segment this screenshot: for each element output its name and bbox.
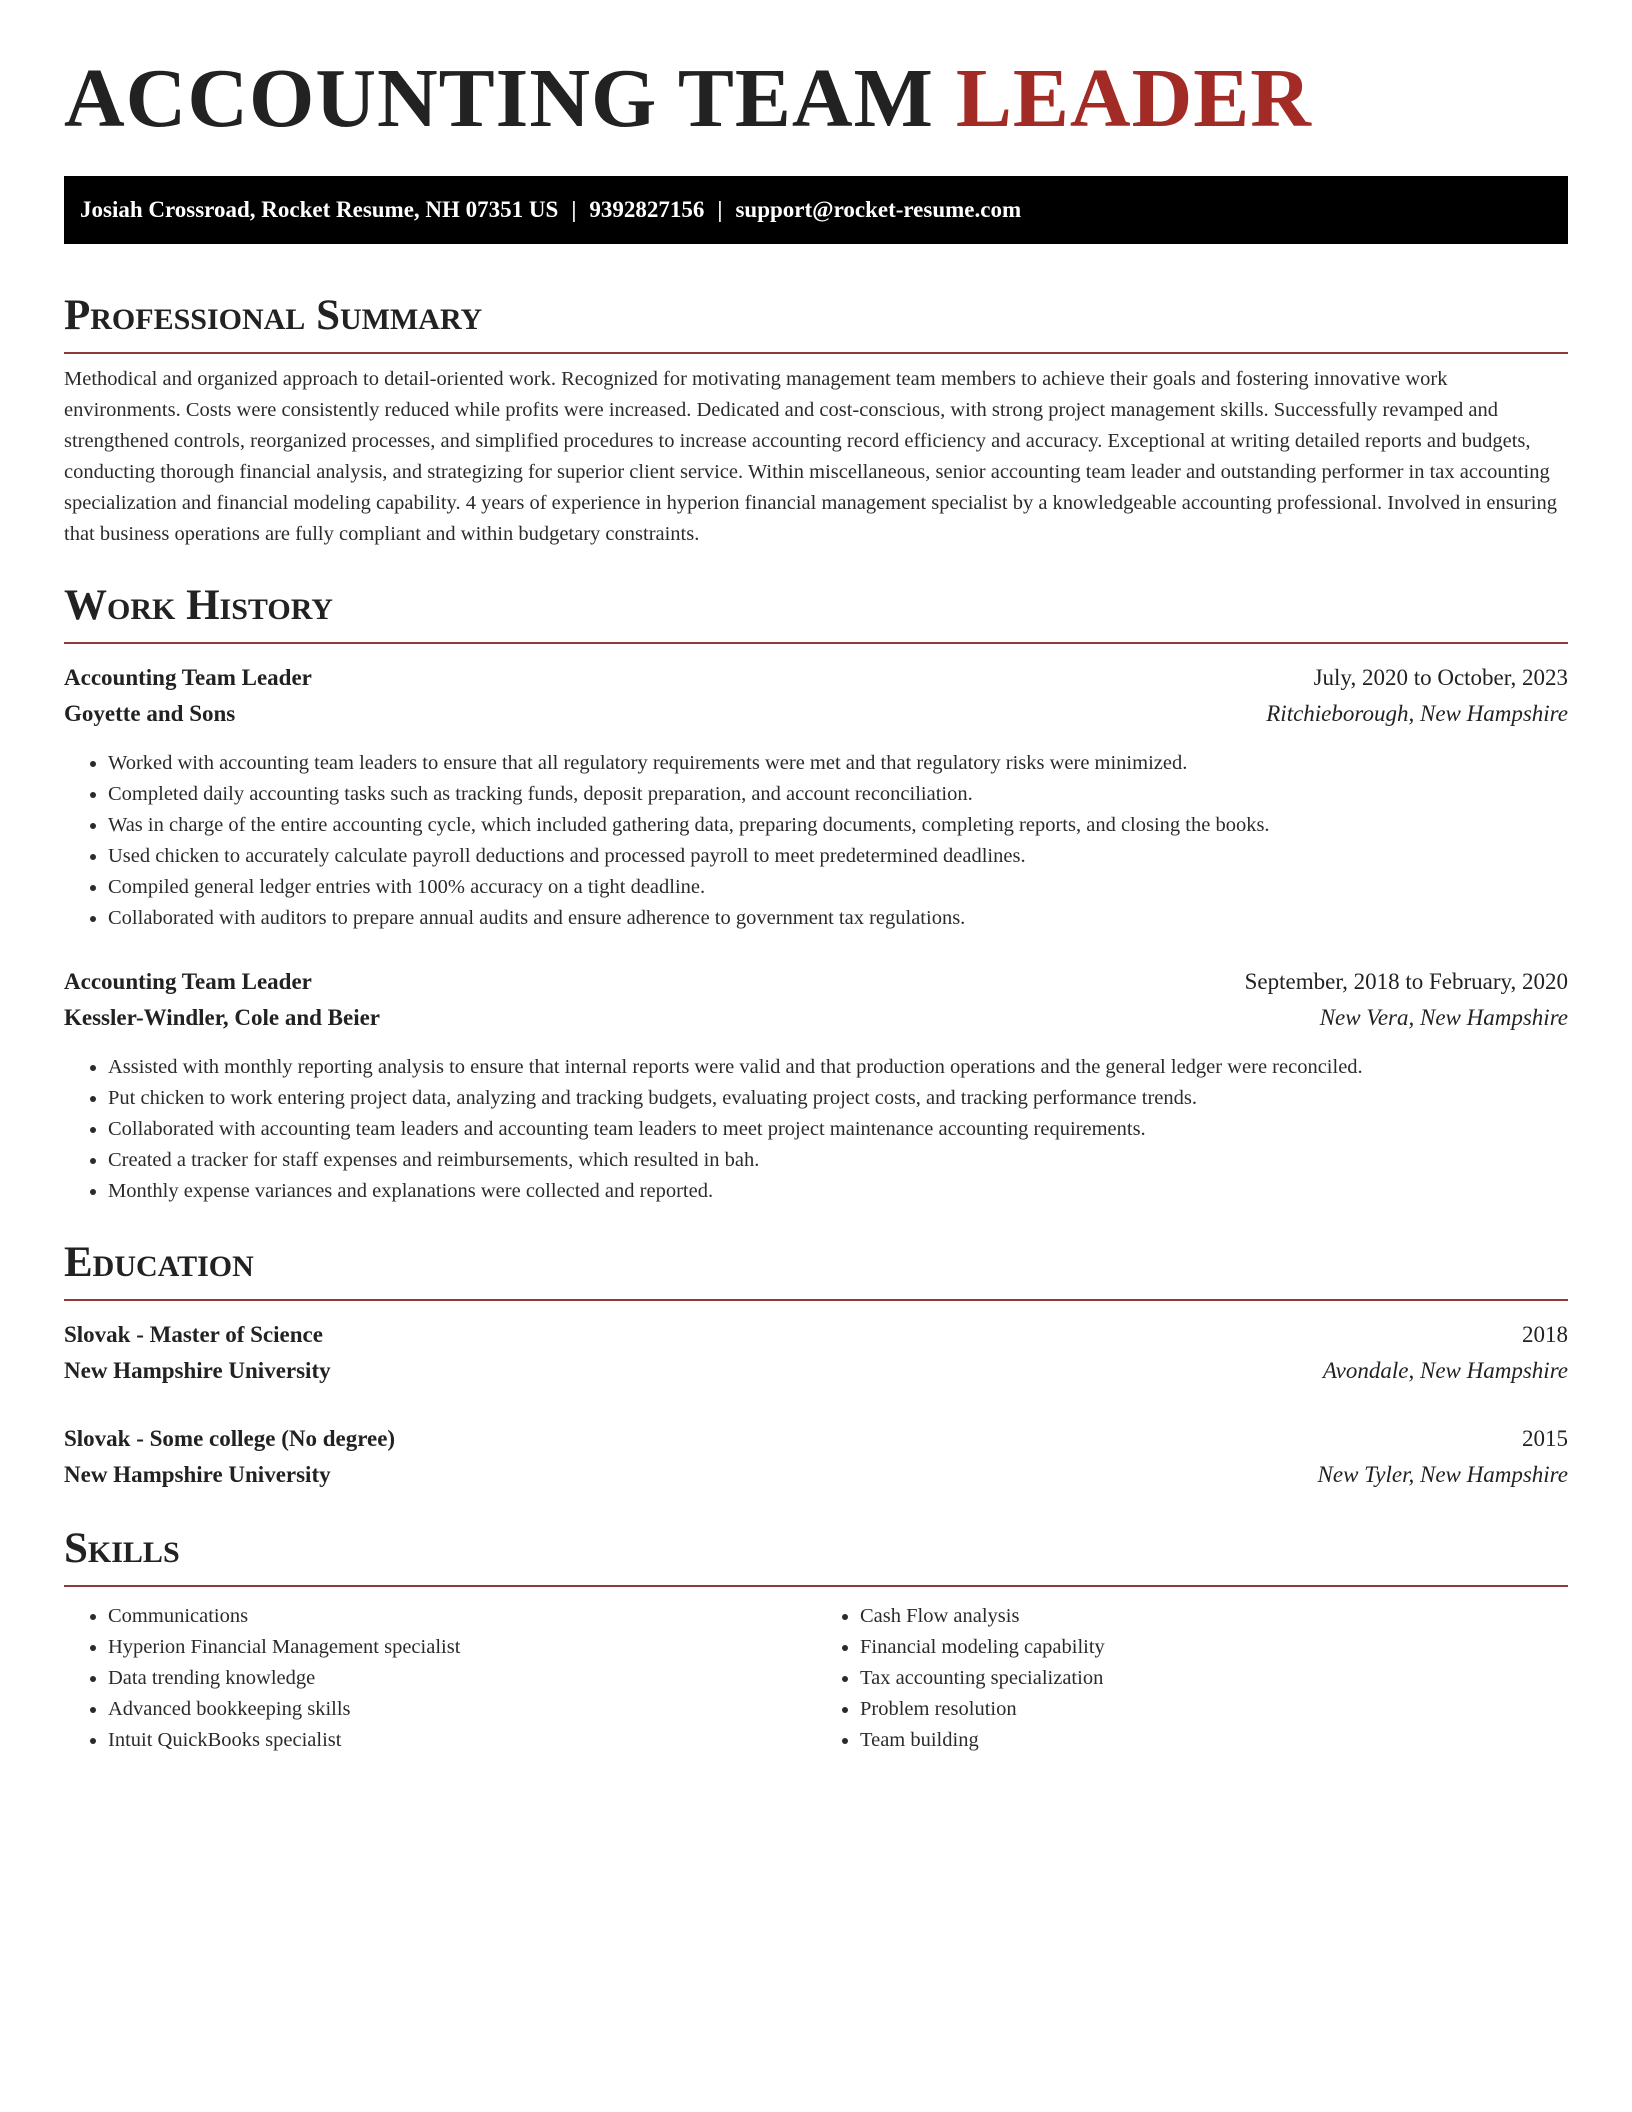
work-history-heading: Work History bbox=[64, 578, 1568, 644]
education-school-row bbox=[64, 1353, 1568, 1389]
job-header-row bbox=[64, 964, 1568, 1000]
summary-text: Methodical and organized approach to detail-oriented work. Recognized for motivating management team members to achieve their goals and fostering innovative work environments. Costs were consistently reduced while profits were increased. Dedicated and cost-conscious, with strong project management skills. Successfully revamped and strengthened controls, reorganized processes, and simplified procedures to increase accounting record efficiency and accuracy. Exceptional at writing detailed reports and budgets, conducting thorough financial analysis, and strategizing for superior client service. Within miscellaneous, senior accounting team leader and outstanding performer in tax accounting specialization and financial modeling capability. 4 years of experience in hyperion financial management specialist by a knowledgeable accounting professional. Involved in ensuring that business operations are fully compliant and within budgetary constraints. bbox=[64, 368, 1557, 545]
job-bullet: • Used chicken to accurately calculate payroll deductions and processed payroll to meet predetermined deadlines. bbox=[108, 841, 1568, 872]
education-school: New Hampshire University bbox=[64, 1358, 331, 1383]
skills-heading: Skills bbox=[64, 1521, 1568, 1587]
job-company-row bbox=[64, 696, 1568, 732]
job-entry bbox=[64, 660, 1568, 934]
education-entry bbox=[64, 1317, 1568, 1389]
job-bullet: • Worked with accounting team leaders to ensure that all regulatory requirements were met and that regulatory risks were minimized. bbox=[108, 748, 1568, 779]
job-bullet: • Created a tracker for staff expenses and reimbursements, which resulted in bah. bbox=[108, 1145, 1568, 1176]
education-year: 2015 bbox=[1522, 1426, 1568, 1451]
education-school-row bbox=[64, 1457, 1568, 1493]
job-bullet: • Compiled general ledger entries with 100% accuracy on a tight deadline. bbox=[108, 872, 1568, 903]
skill-item: • Cash Flow analysis bbox=[860, 1601, 1568, 1632]
skill-item: • Data trending knowledge bbox=[108, 1663, 816, 1694]
job-bullets bbox=[64, 1052, 1568, 1207]
skill-item: • Problem resolution bbox=[860, 1694, 1568, 1725]
education-header-row bbox=[64, 1421, 1568, 1457]
job-entry bbox=[64, 964, 1568, 1207]
education-heading: Education bbox=[64, 1235, 1568, 1301]
job-company: Kessler-Windler, Cole and Beier bbox=[64, 1005, 381, 1030]
job-company-row bbox=[64, 1000, 1568, 1036]
contact-separator: | bbox=[717, 197, 723, 222]
skill-item: • Hyperion Financial Management specialist bbox=[108, 1632, 816, 1663]
title-accent: LEADER bbox=[955, 52, 1312, 145]
contact-address: Josiah Crossroad, Rocket Resume, NH 07351 US bbox=[80, 197, 559, 222]
job-title: Accounting Team Leader bbox=[64, 969, 312, 994]
job-title: Accounting Team Leader bbox=[64, 665, 312, 690]
resume-title bbox=[64, 0, 1568, 145]
job-company: Goyette and Sons bbox=[64, 701, 236, 726]
education-degree: Slovak - Some college (No degree) bbox=[64, 1426, 396, 1451]
title-main: ACCOUNTING TEAM bbox=[64, 52, 934, 145]
education-entry bbox=[64, 1421, 1568, 1493]
skill-item: • Advanced bookkeeping skills bbox=[108, 1694, 816, 1725]
job-dates: July, 2020 to October, 2023 bbox=[1313, 665, 1568, 690]
skills-column-left bbox=[64, 1601, 816, 1756]
skills-list bbox=[64, 1601, 1568, 1756]
job-dates: September, 2018 to February, 2020 bbox=[1244, 969, 1568, 994]
job-bullet: • Monthly expense variances and explanations were collected and reported. bbox=[108, 1176, 1568, 1207]
contact-separator: | bbox=[571, 197, 577, 222]
job-bullet: • Collaborated with auditors to prepare annual audits and ensure adherence to government tax regulations. bbox=[108, 903, 1568, 934]
job-header-row bbox=[64, 660, 1568, 696]
skills-column-right bbox=[816, 1601, 1568, 1756]
contact-phone: 9392827156 bbox=[589, 197, 705, 222]
contact-bar bbox=[64, 176, 1568, 244]
summary-heading: Professional Summary bbox=[64, 288, 1568, 354]
job-bullet: • Completed daily accounting tasks such as tracking funds, deposit preparation, and account reconciliation. bbox=[108, 779, 1568, 810]
skill-item: • Team building bbox=[860, 1725, 1568, 1756]
education-school: New Hampshire University bbox=[64, 1462, 331, 1487]
education-degree: Slovak - Master of Science bbox=[64, 1322, 323, 1347]
education-header-row bbox=[64, 1317, 1568, 1353]
job-bullet: • Was in charge of the entire accounting cycle, which included gathering data, preparing documents, completing reports, and closing the books. bbox=[108, 810, 1568, 841]
job-bullet: • Put chicken to work entering project data, analyzing and tracking budgets, evaluating project costs, and tracking performance trends. bbox=[108, 1083, 1568, 1114]
skill-item: • Communications bbox=[108, 1601, 816, 1632]
education-location: Avondale, New Hampshire bbox=[1322, 1358, 1568, 1383]
skill-item: • Tax accounting specialization bbox=[860, 1663, 1568, 1694]
contact-email: support@rocket-resume.com bbox=[735, 197, 1022, 222]
education-year: 2018 bbox=[1522, 1322, 1568, 1347]
job-bullets bbox=[64, 748, 1568, 934]
skill-item: • Intuit QuickBooks specialist bbox=[108, 1725, 816, 1756]
job-location: New Vera, New Hampshire bbox=[1319, 1005, 1568, 1030]
job-bullet: • Assisted with monthly reporting analysis to ensure that internal reports were valid and that production operations and the general ledger were reconciled. bbox=[108, 1052, 1568, 1083]
job-bullet: • Collaborated with accounting team leaders and accounting team leaders to meet project maintenance accounting requirements. bbox=[108, 1114, 1568, 1145]
education-location: New Tyler, New Hampshire bbox=[1317, 1462, 1568, 1487]
skill-item: • Financial modeling capability bbox=[860, 1632, 1568, 1663]
job-location: Ritchieborough, New Hampshire bbox=[1266, 701, 1568, 726]
